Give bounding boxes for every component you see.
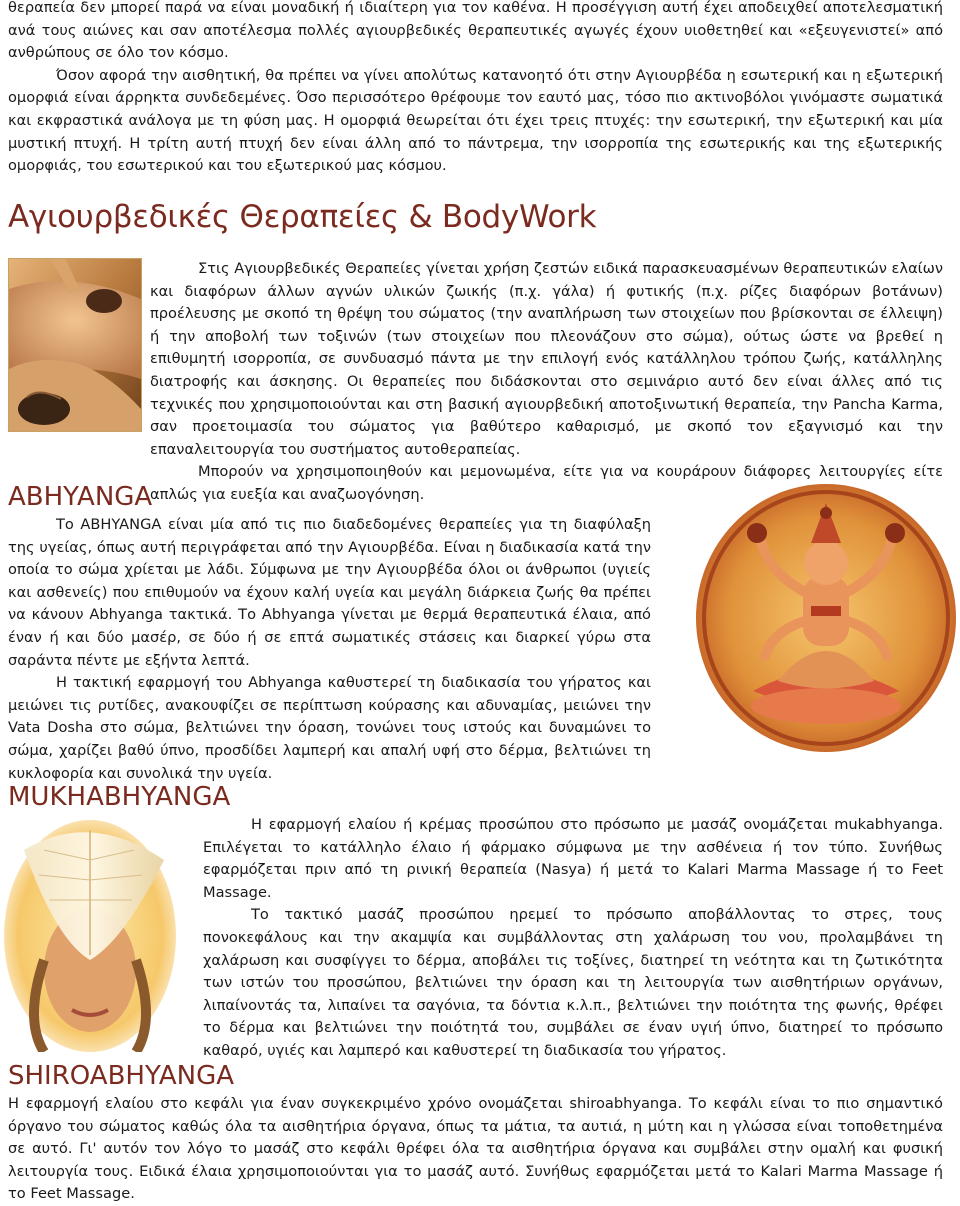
shiroabhyanga-text: [8, 1093, 943, 1206]
mukhabhyanga-paragraph-1: Η εφαρμογή ελαίου ή κρέμας προσώπου στο πρόσωπο με μασάζ ονομάζεται mukabhyanga. Επιλέγεται το κατάλληλο έλαιο ή φάρμακο σύμφωνα με την ασθένεια ή τον τύπο. Συνήθως εφαρμόζεται πριν από τη ρινική θεραπεία (Nasya) ή μετά το Kalari Marma Massage ή το Feet Massage.: [203, 816, 943, 901]
shiroabhyanga-heading: SHIROABHYANGA: [8, 1061, 235, 1091]
therapies-paragraph-b: Μπορούν να χρησιμοποιηθούν και μεμονωμένα, είτε για να κουράρουν διάφορες λειτουργίες είτε απλώς για ευεξία και αναζωογόνηση.: [150, 463, 943, 503]
therapies-heading: Αγιουρβεδικές Θεραπείες & BodyWork: [8, 199, 597, 235]
abhyanga-paragraph-1: Το ABHYANGA είναι μία από τις πιο διαδεδομένες θεραπείες για τη διαφύλαξη της υγείας, όπως αυτή περιγράφεται από την Αγιουρβέδα. Είναι η διαδικασία κατά την οποία το σώμα χρίεται με λάδι. Σύμφωνα με την Αγιουρβέδα όλοι οι άνθρωποι (υγιείς και ασθενείς) που επιθυμούν να έχουν καλή υγεία και μεγάλη διάρκεια ζωής θα πρέπει να κάνουν Abhyanga τακτικά. Το Abhyanga γίνεται με θερμά θεραπευτικά έλαια, από έναν ή και δύο μασέρ, σε δύο ή σε επτά σωματικές στάσεις και διαρκεί γύρω στα σαράντα πέντε με εξήντα λεπτά.: [8, 516, 651, 669]
mukhabhyanga-text: [203, 814, 943, 1063]
abhyanga-text: [8, 514, 651, 785]
therapies-text: [150, 258, 943, 507]
intro-section: [8, 0, 943, 178]
intro-paragraph-1: θεραπεία δεν μπορεί παρά να είναι μοναδική ή ιδιαίτερη για τον καθένα. Η προσέγγιση αυτή έχει αποδειχθεί αποτελεσματική ανά τους αιώνες και σαν αποτέλεσμα πολλές αγιουρβεδικές θεραπευτικές αγωγές έχουν υιοθετηθεί και «εξευγενιστεί» από ανθρώπους σε όλο τον κόσμο.: [8, 0, 943, 62]
dhanvantari-painting: [693, 481, 959, 755]
intro-paragraph-2: Όσον αφορά την αισθητική, θα πρέπει να γίνει απολύτως κατανοητό ότι στην Αγιουρβέδα η εσωτερική και η εξωτερική ομορφιά είναι άρρηκτα συνδεδεμένες. Όσο περισσότερο θρέφουμε τον εαυτό μας, τόσο πιο ακτινοβόλοι γινόμαστε σωματικά και εκφραστικά ανάλογα με τη φύση μας. Η ομορφιά θεωρείται ότι έχει τρεις πτυχές: την εσωτερική, την εξωτερική και μία μυστική πτυχή. Η τρίτη αυτή πτυχή δεν είναι άλλη από το πάντρεμα, την ισορροπία της εσωτερικής και της εξωτερικής ομορφιάς, του εσωτερικού και του εξωτερικού μας κόσμου.: [8, 66, 943, 175]
oil-massage-photo: [8, 258, 142, 432]
shiroabhyanga-paragraph-1: Η εφαρμογή ελαίου στο κεφάλι για έναν συγκεκριμένο χρόνο ονομάζεται shiroabhyanga. Το κεφάλι είναι το πιο σημαντικό όργανο του σώματος καθώς όλα τα αισθητήρια όργανα, όπως τα μάτια, τα αυτιά, η μύτη και η γλώσσα είναι τοποθετημένα σε αυτό. Γι' αυτόν τον λόγο το μασάζ στο κεφάλι θρέφει όλα τα αισθητήρια όργανα και συμβάλει στην ομαλή και φυσική λειτουργία τους. Ειδικά έλαια χρησιμοποιούνται για το μασάζ αυτό. Συνήθως εφαρμόζεται μετά το Kalari Marma Massage ή το Feet Massage.: [8, 1095, 943, 1203]
mukhabhyanga-heading: MUKHABHYANGA: [8, 782, 231, 812]
face-with-leaf-photo: [4, 820, 176, 1052]
mukhabhyanga-paragraph-2: Το τακτικό μασάζ προσώπου ηρεμεί το πρόσωπο αποβάλλοντας το στρες, τους πονοκεφάλους και την ακαμψία και συμβάλλοντας στη χαλάρωση του νου, προλαμβάνει τη χαλάρωση και συσφίγγει το δέρμα, αποβάλει τις τοξίνες, διατηρεί τη νεότητα και τη ζωτικότητα των ιστών του προσώπου, βελτιώνει την όραση και τη λειτουργία των αισθητήριων οργάνων, λιπαίνοντάς τα, λιπαίνει τα σαγόνια, τα δόντια κ.λ.π., βελτιώνει την ποιότητα της φωνής, θρέφει το δέρμα και βελτιώνει την ποιότητά του, συμβάλει σε έναν υγιή ύπνο, διατηρεί το πρόσωπο καθαρό, υγιές και λαμπερό και καθυστερεί τη διαδικασία του γήρατος.: [203, 906, 943, 1059]
therapies-paragraph: Στις Αγιουρβεδικές Θεραπείες γίνεται χρήση ζεστών ειδικά παρασκευασμένων θεραπευτικών ελαίων και διαφόρων άλλων αγνών υλικών ζωικής (π.χ. γάλα) ή φυτικής (π.χ. ρίζες διαφόρων βοτάνων) προέλευσης με σκοπό τη θρέψη του σώματος (την αναπλήρωση των στοιχείων που βρίσκονται σε έλλειψη) ή την αποβολή των τοξινών (των στοιχείων που πλεονάζουν στο σώμα), ούτως ώστε να βρεθεί η επιθυμητή ισορροπία, σε συνδυασμό πάντα με την επιλογή ενός κατάλληλου τρόπου ζωής, κατάλληλης διατροφής και άσκησης. Οι θεραπείες που διδάσκονται στο σεμινάριο αυτό δεν είναι άλλες από τις τεχνικές που χρησιμοποιούνται και στη βασική αγιουρβεδική αποτοξινωτική θεραπεία, την Pancha Karma, σαν προετοιμασία του σώματος για βαθύτερο καθαρισμό, με σκοπό τον εξαγνισμό και την επαναλειτουργία του συστήματος αυτοθεραπείας.: [150, 260, 943, 458]
abhyanga-paragraph-2: Η τακτική εφαρμογή του Abhyanga καθυστερεί τη διαδικασία του γήρατος και μειώνει τις ρυτίδες, ανακουφίζει σε περίπτωση κούρασης και αδυναμίας, μειώνει την Vata Dosha στο σώμα, βελτιώνει την όραση, τονώνει τους ιστούς και δυναμώνει το σώμα, χαρίζει βαθύ ύπνο, προσδίδει λαμπερή και απαλή υφή στο δέρμα, βελτιώνει τη κυκλοφορία και συνολικά την υγεία.: [8, 674, 651, 782]
abhyanga-heading: ABHYANGA: [8, 482, 153, 512]
